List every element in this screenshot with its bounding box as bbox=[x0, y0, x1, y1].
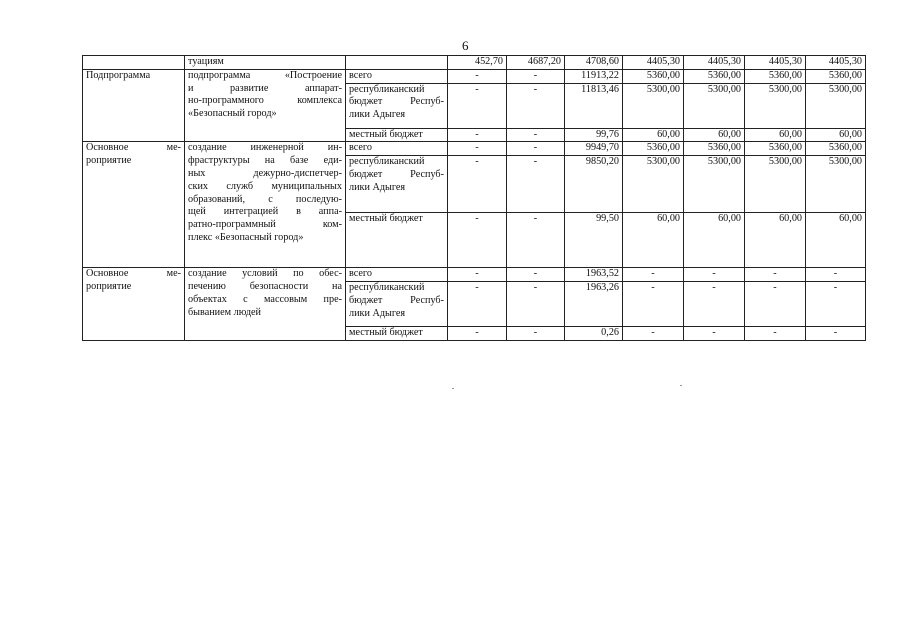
value-cell: - bbox=[684, 268, 745, 282]
value-cell: 60,00 bbox=[623, 128, 684, 142]
cell-text-line: республиканский bbox=[349, 281, 425, 293]
value-cell: 5300,00 bbox=[806, 83, 866, 128]
value-cell: 9949,70 bbox=[565, 142, 623, 156]
value-cell: 5360,00 bbox=[745, 142, 806, 156]
cell-text-line: ских служб муниципальных bbox=[188, 180, 342, 192]
cell-text-line: но-программного комплекса bbox=[188, 95, 342, 107]
cell-text-line: Основное ме- bbox=[86, 142, 181, 154]
value-cell: 5360,00 bbox=[684, 69, 745, 83]
source-cell: местный бюджет bbox=[346, 128, 448, 142]
cell-text-line: быванием людей bbox=[188, 306, 261, 318]
source-cell: всего bbox=[346, 268, 448, 282]
cell-text-line: объектах с массовым пре- bbox=[188, 293, 342, 305]
name-cell bbox=[83, 56, 185, 70]
source-cell bbox=[346, 281, 448, 326]
value-cell: 11813,46 bbox=[565, 83, 623, 128]
value-cell: 4405,30 bbox=[623, 56, 684, 70]
value-cell: - bbox=[448, 128, 507, 142]
value-cell: - bbox=[507, 142, 565, 156]
value-cell: 5300,00 bbox=[745, 156, 806, 213]
budget-table bbox=[82, 55, 866, 341]
value-cell: 60,00 bbox=[623, 213, 684, 268]
cell-text-line: «Безопасный город» bbox=[188, 108, 277, 120]
source-cell bbox=[346, 56, 448, 70]
value-cell: 0,26 bbox=[565, 326, 623, 340]
source-cell bbox=[346, 156, 448, 213]
table-row bbox=[83, 268, 866, 282]
description-cell bbox=[185, 69, 346, 142]
source-cell: всего bbox=[346, 69, 448, 83]
value-cell: 99,50 bbox=[565, 213, 623, 268]
value-cell: - bbox=[507, 213, 565, 268]
value-cell: - bbox=[507, 326, 565, 340]
value-cell: - bbox=[507, 128, 565, 142]
name-cell bbox=[83, 268, 185, 341]
scan-speck bbox=[680, 385, 682, 386]
value-cell: 5300,00 bbox=[623, 156, 684, 213]
value-cell: - bbox=[623, 268, 684, 282]
value-cell: 60,00 bbox=[745, 128, 806, 142]
table-row bbox=[83, 56, 866, 70]
value-cell: 452,70 bbox=[448, 56, 507, 70]
value-cell: 5300,00 bbox=[684, 83, 745, 128]
value-cell: - bbox=[623, 281, 684, 326]
cell-text-line: лики Адыгея bbox=[349, 109, 406, 121]
value-cell: 11913,22 bbox=[565, 69, 623, 83]
value-cell: - bbox=[448, 142, 507, 156]
cell-text-line: бюджет Респуб- bbox=[349, 168, 444, 180]
cell-text-line: бюджет Респуб- bbox=[349, 96, 444, 108]
value-cell: - bbox=[448, 156, 507, 213]
value-cell: - bbox=[745, 326, 806, 340]
value-cell: - bbox=[745, 268, 806, 282]
cell-text-line: республиканский bbox=[349, 156, 425, 168]
value-cell: - bbox=[623, 326, 684, 340]
source-cell bbox=[346, 83, 448, 128]
cell-text-line: создание инженерной ин- bbox=[188, 142, 342, 154]
value-cell: 5300,00 bbox=[684, 156, 745, 213]
cell-text-line: и развитие аппарат- bbox=[188, 82, 342, 94]
value-cell: - bbox=[507, 156, 565, 213]
value-cell: 5300,00 bbox=[806, 156, 866, 213]
value-cell: 9850,20 bbox=[565, 156, 623, 213]
scan-speck bbox=[452, 388, 454, 389]
cell-text-line: печению безопасности на bbox=[188, 280, 342, 292]
source-cell: местный бюджет bbox=[346, 326, 448, 340]
value-cell: - bbox=[448, 213, 507, 268]
value-cell: 60,00 bbox=[684, 213, 745, 268]
cell-text-line: роприятие bbox=[86, 155, 132, 167]
value-cell: 4405,30 bbox=[745, 56, 806, 70]
value-cell: 5360,00 bbox=[806, 142, 866, 156]
value-cell: - bbox=[806, 281, 866, 326]
name-cell: Подпрограмма bbox=[83, 69, 185, 142]
source-cell: всего bbox=[346, 142, 448, 156]
value-cell: - bbox=[507, 83, 565, 128]
value-cell: 5360,00 bbox=[623, 142, 684, 156]
value-cell: - bbox=[448, 281, 507, 326]
cell-text-line: создание условий по обес- bbox=[188, 268, 342, 280]
value-cell: 99,76 bbox=[565, 128, 623, 142]
value-cell: - bbox=[806, 326, 866, 340]
source-cell: местный бюджет bbox=[346, 213, 448, 268]
cell-text-line: подпрограмма «Построение bbox=[188, 69, 342, 81]
cell-text-line: образований, с последую- bbox=[188, 193, 342, 205]
description-cell bbox=[185, 268, 346, 341]
description-cell: туациям bbox=[185, 56, 346, 70]
value-cell: 1963,26 bbox=[565, 281, 623, 326]
value-cell: 5360,00 bbox=[623, 69, 684, 83]
value-cell: - bbox=[806, 268, 866, 282]
cell-text-line: ратно-программный ком- bbox=[188, 219, 342, 231]
cell-text-line: щей интеграцией в аппа- bbox=[188, 206, 342, 218]
value-cell: 1963,52 bbox=[565, 268, 623, 282]
value-cell: 5360,00 bbox=[745, 69, 806, 83]
value-cell: 60,00 bbox=[806, 128, 866, 142]
value-cell: - bbox=[448, 69, 507, 83]
cell-text-line: бюджет Респуб- bbox=[349, 294, 444, 306]
value-cell: 4687,20 bbox=[507, 56, 565, 70]
table-row bbox=[83, 142, 866, 156]
value-cell: 5300,00 bbox=[623, 83, 684, 128]
value-cell: 4708,60 bbox=[565, 56, 623, 70]
value-cell: 4405,30 bbox=[806, 56, 866, 70]
table-row bbox=[83, 69, 866, 83]
cell-text-line: лики Адыгея bbox=[349, 307, 406, 319]
value-cell: 5360,00 bbox=[684, 142, 745, 156]
page-number: 6 bbox=[462, 38, 469, 53]
cell-text-line: ных дежурно-диспетчер- bbox=[188, 167, 342, 179]
value-cell: 5360,00 bbox=[806, 69, 866, 83]
value-cell: 60,00 bbox=[806, 213, 866, 268]
cell-text-line: лики Адыгея bbox=[349, 181, 406, 193]
value-cell: 4405,30 bbox=[684, 56, 745, 70]
value-cell: - bbox=[507, 268, 565, 282]
value-cell: 5300,00 bbox=[745, 83, 806, 128]
value-cell: - bbox=[684, 281, 745, 326]
name-cell bbox=[83, 142, 185, 268]
cell-text-line: роприятие bbox=[86, 280, 132, 292]
value-cell: - bbox=[745, 281, 806, 326]
value-cell: 60,00 bbox=[745, 213, 806, 268]
cell-text-line: республиканский bbox=[349, 83, 425, 95]
cell-text-line: плекс «Безопасный город» bbox=[188, 231, 304, 243]
value-cell: 60,00 bbox=[684, 128, 745, 142]
value-cell: - bbox=[448, 268, 507, 282]
value-cell: - bbox=[448, 83, 507, 128]
value-cell: - bbox=[684, 326, 745, 340]
value-cell: - bbox=[448, 326, 507, 340]
value-cell: - bbox=[507, 69, 565, 83]
value-cell: - bbox=[507, 281, 565, 326]
cell-text-line: Основное ме- bbox=[86, 268, 181, 280]
cell-text-line: фраструктуры на базе еди- bbox=[188, 155, 342, 167]
description-cell bbox=[185, 142, 346, 268]
